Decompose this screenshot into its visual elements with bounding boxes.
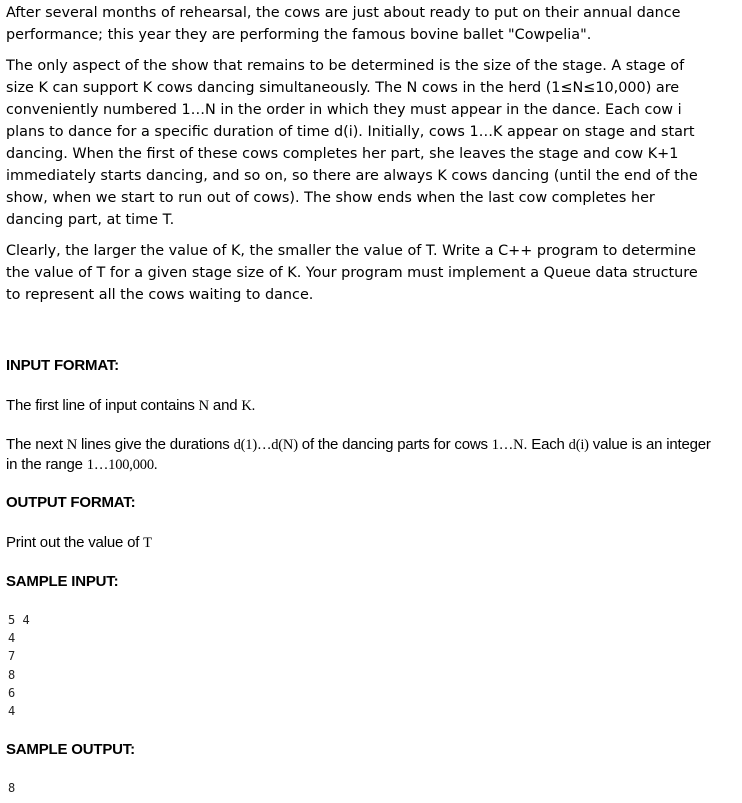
sample-output-heading: SAMPLE OUTPUT: (6, 741, 135, 758)
intro-paragraph: After several months of rehearsal, the cows are just about ready to put on their annual dance performance; this year they are performing the famous bovine ballet "Cowpelia". (6, 5, 681, 43)
sample-input-block: 5 4 4 7 8 6 4 (8, 613, 30, 719)
task-paragraph: Clearly, the larger the value of K, the smaller the value of T. Write a C++ program to determine the value of T for a given stage size of K. Your program must implement a Queue data structure to represent all the cows waiting to dance. (6, 243, 698, 303)
input-format-line2: The next N lines give the durations d(1)…d(N) of the dancing parts for cows 1…N. Each d(i) value is an integer in the range 1…100,000. (6, 436, 711, 473)
sample-input-heading: SAMPLE INPUT: (6, 573, 119, 590)
description-paragraph: The only aspect of the show that remains to be determined is the size of the stage. A stage of size K can support K cows dancing simultaneously. The N cows in the herd (1≤N≤10,000) are conveniently numbered 1…N in the order in which they must appear in the dance. Each cow i plans to dance for a specific duration of time d(i). Initially, cows 1…K appear on stage and start dancing. When the first of these cows completes her part, she leaves the stage and cow K+1 immediately starts dancing, and so on, so there are always K cows dancing (until the end of the show, when we start to run out of cows). The show ends when the last cow completes her dancing part, at time T. (6, 58, 698, 228)
input-format-heading: INPUT FORMAT: (6, 357, 119, 374)
output-format-text: Print out the value of T (6, 534, 152, 551)
output-format-heading: OUTPUT FORMAT: (6, 494, 136, 511)
input-format-line1: The first line of input contains N and K. (6, 397, 256, 414)
sample-output-block: 8 (8, 781, 16, 795)
